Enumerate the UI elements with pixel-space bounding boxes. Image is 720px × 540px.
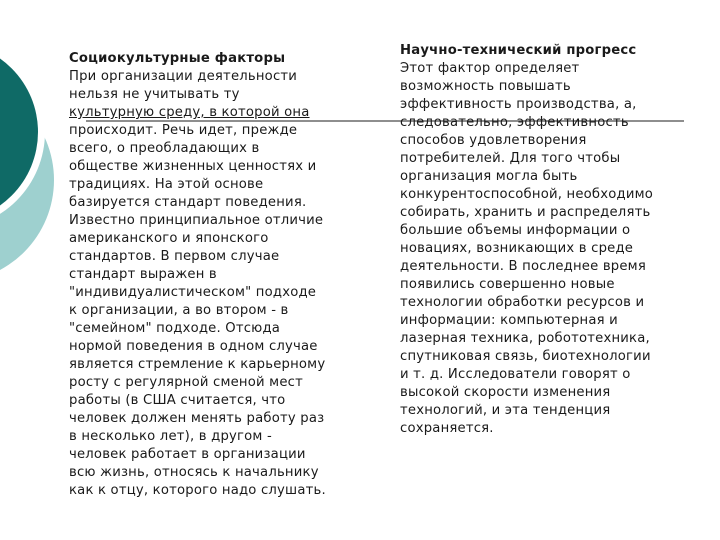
left-column xyxy=(69,50,369,500)
right-line: сохраняется. xyxy=(400,421,494,436)
left-line: всего, о преобладающих в xyxy=(69,141,260,156)
right-line: лазерная техника, робототехника, xyxy=(400,331,650,346)
right-line: способов удовлетворения xyxy=(400,133,587,148)
left-line: всю жизнь, относясь к начальнику xyxy=(69,465,319,480)
right-line: Этот фактор определяет xyxy=(400,61,580,76)
right-line: собирать, хранить и распределять xyxy=(400,205,651,220)
left-line: работы (в США считается, что xyxy=(69,393,286,408)
left-line: является стремление к карьерному xyxy=(69,357,326,372)
left-line: росту с регулярной сменой мест xyxy=(69,375,303,390)
left-heading: Социокультурные факторы xyxy=(69,51,286,66)
right-line: технологий, и эта тенденция xyxy=(400,403,611,418)
left-line: к организации, а во втором - в xyxy=(69,303,289,318)
right-line: технологии обработки ресурсов и xyxy=(400,295,645,310)
right-line: конкурентоспособной, необходимо xyxy=(400,187,654,202)
right-line: новациях, возникающих в среде xyxy=(400,241,634,256)
right-line: большие объемы информации о xyxy=(400,223,631,238)
left-line: обществе жизненных ценностях и xyxy=(69,159,317,174)
right-line: спутниковая связь, биотехнологии xyxy=(400,349,651,364)
left-line: "семейном" подходе. Отсюда xyxy=(69,321,281,336)
left-line-underlined: культурную среду, в которой она xyxy=(69,105,310,120)
left-line: "индивидуалистическом" подходе xyxy=(69,285,317,300)
right-line: информации: компьютерная и xyxy=(400,313,618,328)
left-line: происходит. Речь идет, прежде xyxy=(69,123,298,138)
right-line: появились совершенно новые xyxy=(400,277,615,292)
left-line: При организации деятельности xyxy=(69,69,298,84)
right-line: организация могла быть xyxy=(400,169,578,184)
left-line: базируется стандарт поведения. xyxy=(69,195,307,210)
left-line: стандартов. В первом случае xyxy=(69,249,280,264)
right-line: высокой скорости изменения xyxy=(400,385,611,400)
right-heading: Научно-технический прогресс xyxy=(400,43,637,58)
left-line: нельзя не учитывать ту xyxy=(69,87,240,102)
left-line: как к отцу, которого надо слушать. xyxy=(69,483,326,498)
left-line: человек должен менять работу раз xyxy=(69,411,325,426)
left-line: Известно принципиальное отличие xyxy=(69,213,324,228)
right-column xyxy=(400,42,700,438)
left-line: стандарт выражен в xyxy=(69,267,217,282)
left-line: американского и японского xyxy=(69,231,269,246)
right-line: следовательно, эффективность xyxy=(400,115,629,130)
left-line: в несколько лет), в другом - xyxy=(69,429,272,444)
right-line: деятельности. В последнее время xyxy=(400,259,646,274)
left-line: традициях. На этой основе xyxy=(69,177,264,192)
right-line: потребителей. Для того чтобы xyxy=(400,151,621,166)
left-line: нормой поведения в одном случае xyxy=(69,339,318,354)
left-line: человек работает в организации xyxy=(69,447,306,462)
right-line: и т. д. Исследователи говорят о xyxy=(400,367,631,382)
right-line: эффективность производства, а, xyxy=(400,97,637,112)
right-line: возможность повышать xyxy=(400,79,571,94)
